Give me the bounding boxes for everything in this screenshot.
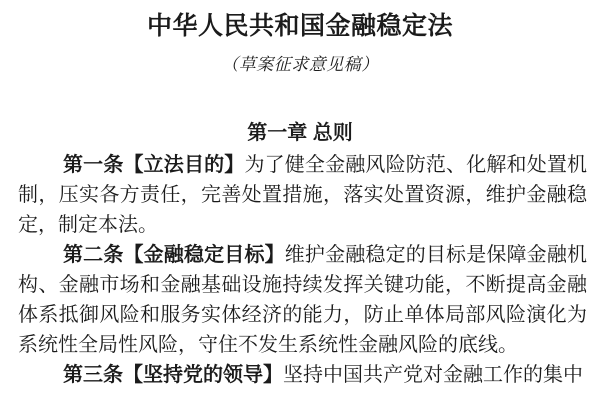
article-3-text: 坚持中国共产党对金融工作的集中 [283, 364, 583, 386]
article-2-text: 维护金融稳定的目标是保障金融机构、金融市场和金融基础设施持续发挥关键功能，不断提高金融体系抵御风险和服务实体经济的能力，防止单体局部风险演化为系统性全局性风险，守住不发生系统性金融风险的底线。 [18, 244, 588, 356]
document-subtitle: （草案征求意见稿） [221, 55, 379, 74]
article-paragraph-3 [18, 360, 587, 390]
article-3-lead: 第三条【坚持党的领导】 [63, 364, 283, 386]
document-title: 中华人民共和国金融稳定法 [146, 12, 453, 40]
chapter-heading: 第一章 总则 [247, 122, 353, 144]
article-1-text: 为了健全金融风险防范、化解和处置机制，压实各方责任，完善处置措施，落实处置资源，维护金融稳定，制定本法。 [18, 154, 588, 236]
article-2-lead: 第二条【金融稳定目标】 [63, 244, 285, 266]
article-paragraph-1 [18, 150, 587, 240]
article-1-lead: 第一条【立法目的】 [63, 154, 245, 176]
article-paragraph-2 [18, 240, 587, 360]
document-body [18, 150, 587, 390]
